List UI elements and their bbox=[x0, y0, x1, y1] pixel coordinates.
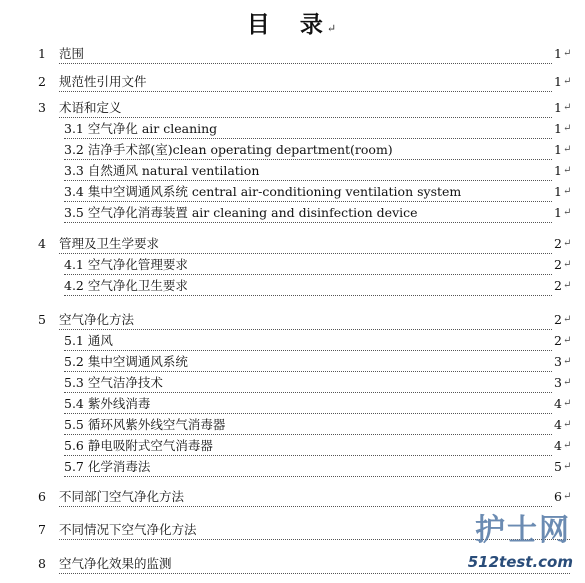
toc-entry-title: 5.7 化学消毒法 bbox=[64, 459, 151, 474]
toc-entry-title: 3.4 集中空调通风系统 central air-conditioning ventilation system bbox=[64, 184, 462, 199]
toc-row[interactable] bbox=[0, 353, 585, 371]
toc-section-number: 1 bbox=[38, 46, 46, 61]
paragraph-mark: ↵ bbox=[563, 238, 572, 249]
toc-section-number: 6 bbox=[38, 489, 46, 504]
paragraph-mark: ↵ bbox=[563, 440, 572, 451]
paragraph-mark: ↵ bbox=[563, 123, 572, 134]
title-char-2: 录 bbox=[299, 11, 325, 38]
toc-page-number: 3 bbox=[554, 375, 562, 390]
watermark-en: 512test.com bbox=[467, 553, 573, 571]
toc-section-number: 2 bbox=[38, 74, 46, 89]
toc-page-number: 1 bbox=[554, 46, 562, 61]
toc-entry-title: 4.1 空气净化管理要求 bbox=[64, 257, 188, 272]
paragraph-mark: ↵ bbox=[563, 398, 572, 409]
paragraph-mark: ↵ bbox=[563, 165, 572, 176]
paragraph-mark: ↵ bbox=[563, 48, 572, 59]
toc-page-number: 4 bbox=[554, 438, 562, 453]
toc-entry-title: 范围 bbox=[59, 46, 85, 61]
toc-row[interactable] bbox=[0, 332, 585, 350]
toc-entry-title: 4.2 空气净化卫生要求 bbox=[64, 278, 188, 293]
paragraph-mark: ↵ bbox=[563, 335, 572, 346]
toc-entry-title: 3.5 空气净化消毒装置 air cleaning and disinfection device bbox=[64, 205, 418, 220]
toc-entry-title: 规范性引用文件 bbox=[59, 74, 147, 89]
toc-title bbox=[0, 6, 585, 39]
toc-dot-leader bbox=[64, 332, 552, 351]
toc-page-number: 2 bbox=[554, 257, 562, 272]
toc-dot-leader bbox=[59, 45, 552, 64]
toc-page-number: 4 bbox=[554, 396, 562, 411]
toc-page-number: 2 bbox=[554, 278, 562, 293]
toc-entry-title: 空气净化方法 bbox=[59, 312, 135, 327]
toc-page-number: 2 bbox=[554, 333, 562, 348]
toc-dot-leader bbox=[59, 99, 552, 118]
toc-entry-title: 5.1 通风 bbox=[64, 333, 113, 348]
toc-entry-title: 不同部门空气净化方法 bbox=[59, 489, 185, 504]
watermark-cn: 护士网 bbox=[475, 513, 571, 548]
title-paragraph-mark: ↵ bbox=[326, 22, 339, 35]
toc-page-number: 4 bbox=[554, 417, 562, 432]
toc-page-number: 1 bbox=[554, 163, 562, 178]
toc-row[interactable] bbox=[0, 73, 585, 91]
toc-row[interactable] bbox=[0, 99, 585, 117]
paragraph-mark: ↵ bbox=[563, 207, 572, 218]
toc-page-number: 1 bbox=[554, 121, 562, 136]
toc-page-number: 6 bbox=[554, 489, 562, 504]
paragraph-mark: ↵ bbox=[563, 314, 572, 325]
toc-section-number: 8 bbox=[38, 556, 46, 571]
toc-entry-title: 5.6 静电吸附式空气消毒器 bbox=[64, 438, 213, 453]
toc-row[interactable] bbox=[0, 183, 585, 201]
toc-row[interactable] bbox=[0, 488, 585, 506]
toc-section-number: 3 bbox=[38, 100, 46, 115]
toc-row[interactable] bbox=[0, 204, 585, 222]
toc-page-number: 1 bbox=[554, 184, 562, 199]
toc-entry-title: 3.3 自然通风 natural ventilation bbox=[64, 163, 260, 178]
paragraph-mark: ↵ bbox=[563, 461, 572, 472]
paragraph-mark: ↵ bbox=[563, 419, 572, 430]
toc-page-number: 2 bbox=[554, 236, 562, 251]
toc-page-number: 1 bbox=[554, 74, 562, 89]
toc-page-number: 1 bbox=[554, 100, 562, 115]
paragraph-mark: ↵ bbox=[563, 76, 572, 87]
toc-row[interactable] bbox=[0, 162, 585, 180]
toc-page-number: 1 bbox=[554, 205, 562, 220]
toc-page-number: 5 bbox=[554, 459, 562, 474]
toc-page-number: 1 bbox=[554, 142, 562, 157]
toc-entry-title: 术语和定义 bbox=[59, 100, 122, 115]
toc-row[interactable] bbox=[0, 416, 585, 434]
toc-row[interactable] bbox=[0, 395, 585, 413]
toc-row[interactable] bbox=[0, 45, 585, 63]
toc-section-number: 5 bbox=[38, 312, 46, 327]
toc-row[interactable] bbox=[0, 437, 585, 455]
toc-entry-title: 5.3 空气洁净技术 bbox=[64, 375, 163, 390]
toc-row[interactable] bbox=[0, 277, 585, 295]
toc-entry-title: 空气净化效果的监测 bbox=[59, 556, 172, 571]
title-char-1: 目 bbox=[246, 11, 272, 38]
toc-entry-title: 3.2 洁净手术部(室)clean operating department(room) bbox=[64, 142, 393, 157]
toc-entry-title: 不同情况下空气净化方法 bbox=[59, 522, 197, 537]
toc-row[interactable] bbox=[0, 311, 585, 329]
toc-section-number: 7 bbox=[38, 522, 46, 537]
paragraph-mark: ↵ bbox=[563, 356, 572, 367]
toc-entry-title: 3.1 空气净化 air cleaning bbox=[64, 121, 218, 136]
paragraph-mark: ↵ bbox=[563, 259, 572, 270]
toc-row[interactable] bbox=[0, 256, 585, 274]
paragraph-mark: ↵ bbox=[563, 491, 572, 502]
paragraph-mark: ↵ bbox=[563, 377, 572, 388]
paragraph-mark: ↵ bbox=[563, 102, 572, 113]
watermark bbox=[451, 505, 579, 571]
toc-entry-title: 5.4 紫外线消毒 bbox=[64, 396, 151, 411]
paragraph-mark: ↵ bbox=[563, 280, 572, 291]
toc-section-number: 4 bbox=[38, 236, 46, 251]
paragraph-mark: ↵ bbox=[563, 144, 572, 155]
toc-row[interactable] bbox=[0, 141, 585, 159]
toc-entry-title: 管理及卫生学要求 bbox=[59, 236, 160, 251]
toc-entry-title: 5.2 集中空调通风系统 bbox=[64, 354, 188, 369]
toc-row[interactable] bbox=[0, 235, 585, 253]
toc-row[interactable] bbox=[0, 374, 585, 392]
toc-row[interactable] bbox=[0, 120, 585, 138]
toc-page-number: 2 bbox=[554, 312, 562, 327]
toc-entry-title: 5.5 循环风紫外线空气消毒器 bbox=[64, 417, 226, 432]
paragraph-mark: ↵ bbox=[563, 186, 572, 197]
toc-row[interactable] bbox=[0, 458, 585, 476]
toc-page-number: 3 bbox=[554, 354, 562, 369]
